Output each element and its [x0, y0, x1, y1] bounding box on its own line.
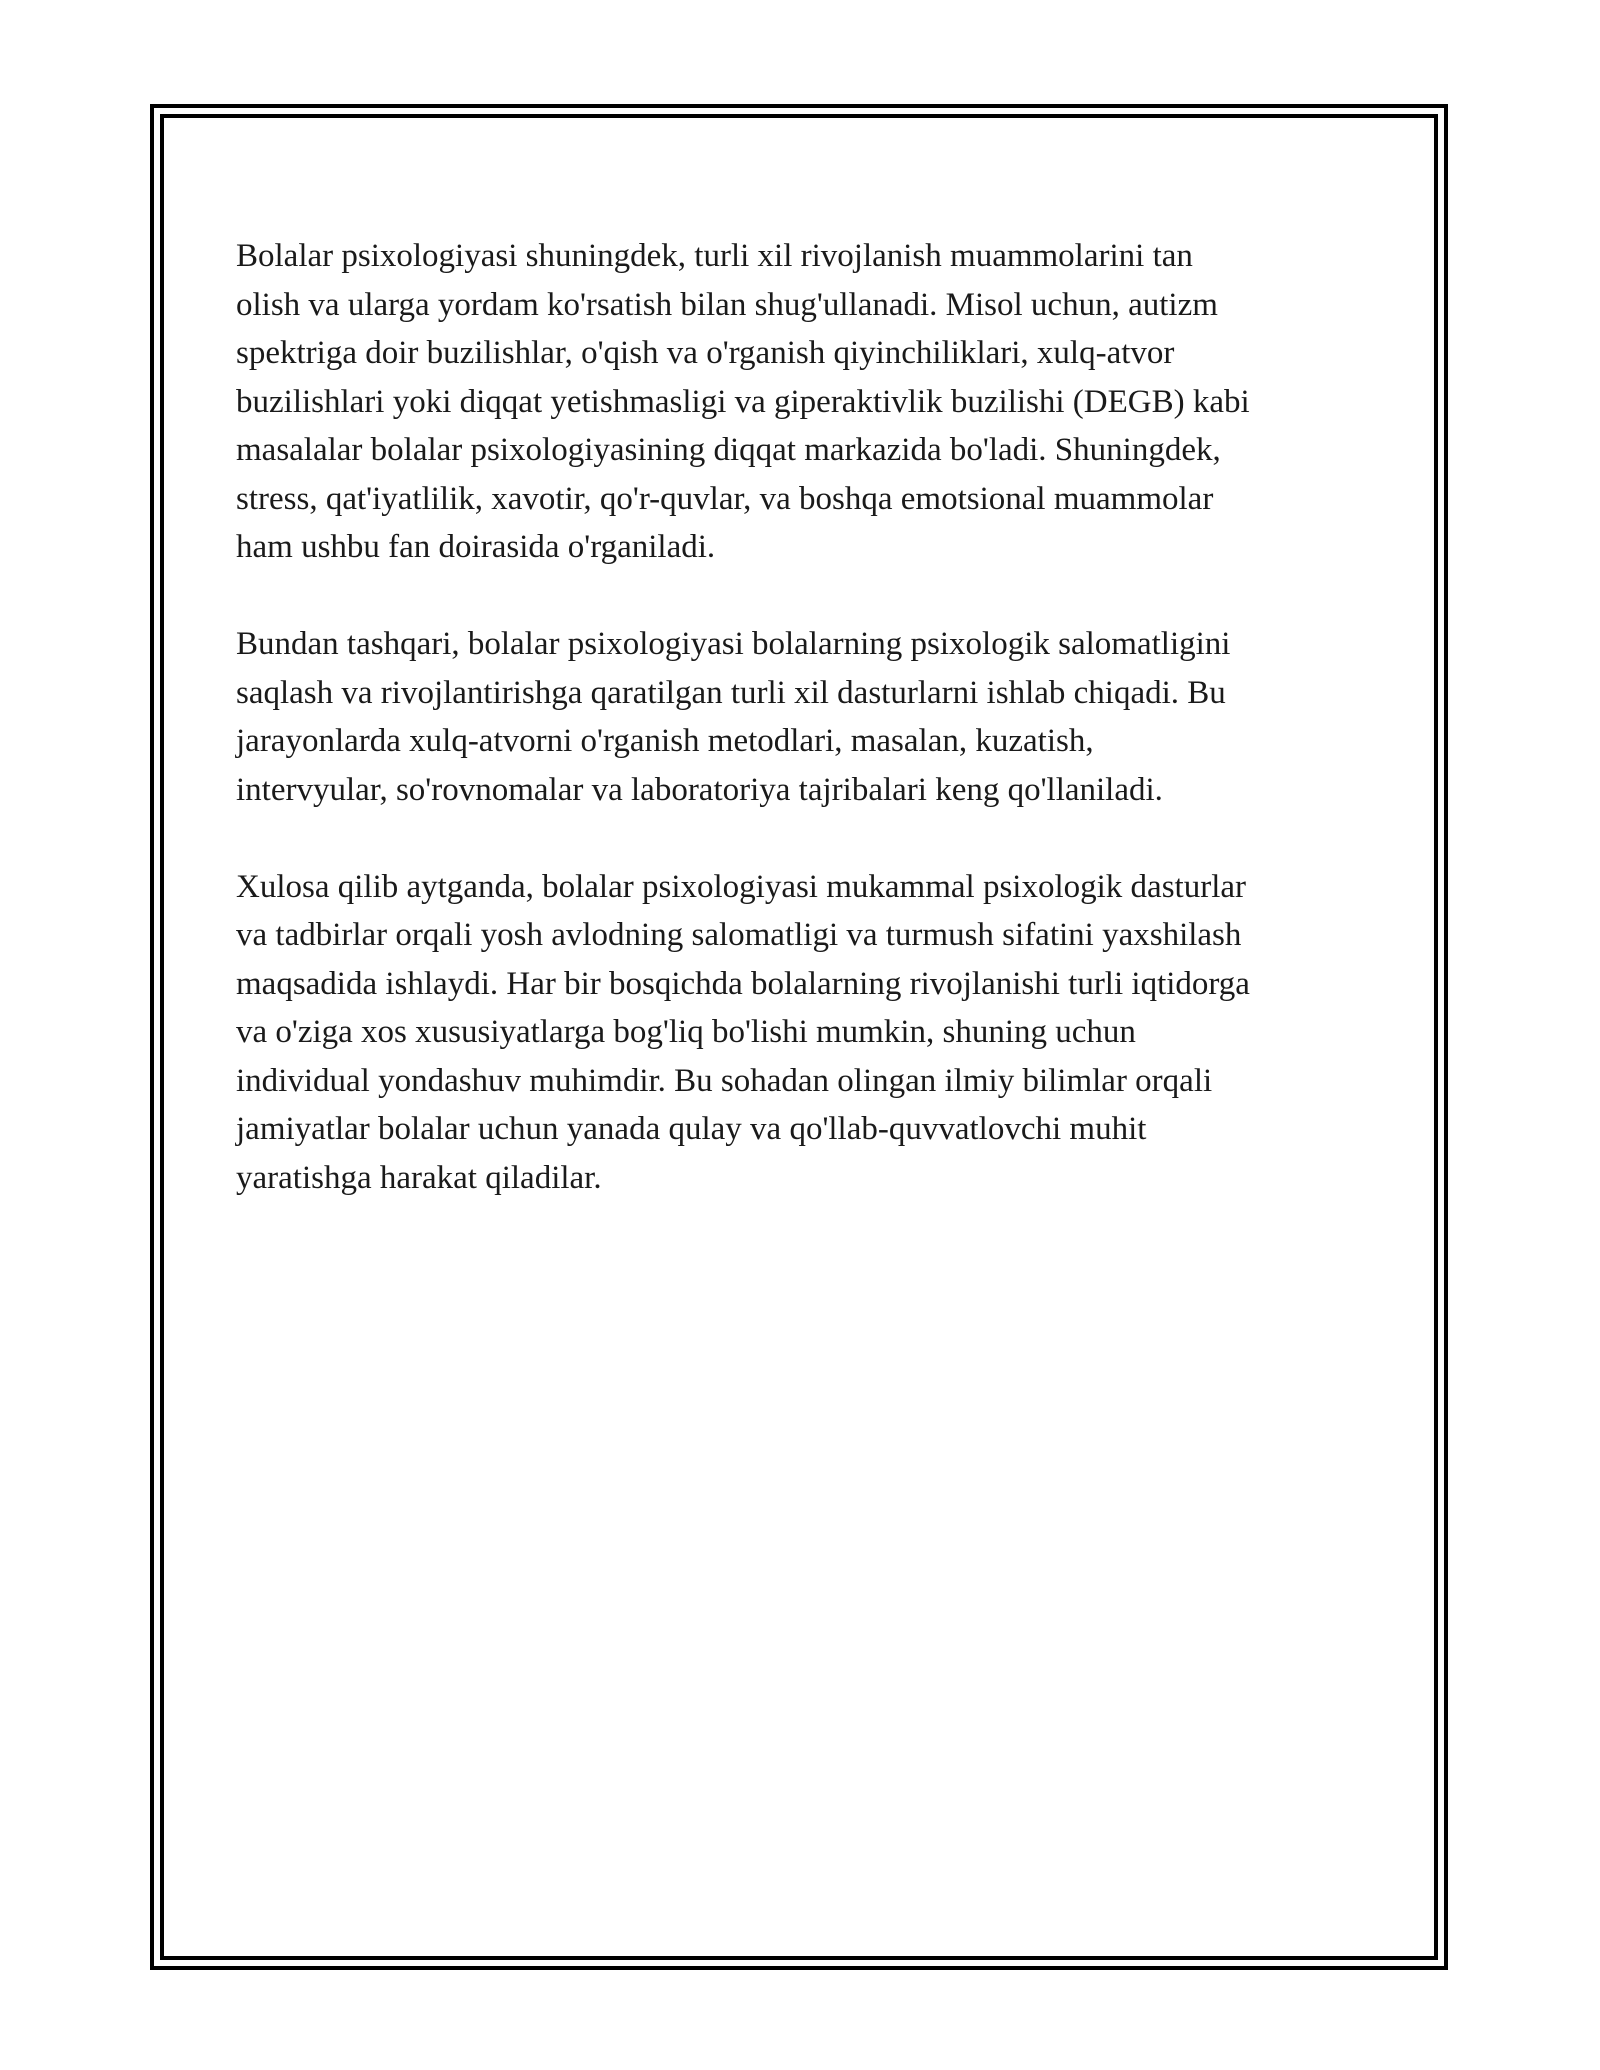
paragraph-2: Bundan tashqari, bolalar psixologiyasi bolalarning psixologik salomatligini saqlash va rivojlantirishga qaratilgan turli xil dasturlarni ishlab chiqadi. Bu jarayonlarda xulq-atvorni o'rganish metodlari, masalan, kuzatish, intervyular, so'rovnomalar va laboratoriya tajribalari keng qo'llaniladi. [236, 626, 1231, 808]
document-body [236, 232, 1376, 1251]
paragraph-1: Bolalar psixologiyasi shuningdek, turli xil rivojlanish muammolarini tan olish va ularga yordam ko'rsatish bilan shug'ullanadi. Misol uchun, autizm spektriga doir buzilishlar, o'qish va o'rganish qiyinchiliklari, xulq-atvor buzilishlari yoki diqqat yetishmasligi va giperaktivlik buzilishi (DEGB) kabi masalalar bolalar psixologiyasining diqqat markazida bo'ladi. Shuningdek, stress, qat'iyatlilik, xavotir, qo'r-quvlar, va boshqa emotsional muammolar ham ushbu fan doirasida o'rganiladi. [236, 238, 1250, 565]
paragraph-3: Xulosa qilib aytganda, bolalar psixologiyasi mukammal psixologik dasturlar va tadbirlar orqali yosh avlodning salomatligi va turmush sifatini yaxshilash maqsadida ishlaydi. Har bir bosqichda bolalarning rivojlanishi turli iqtidorga va o'ziga xos xususiyatlarga bog'liq bo'lishi mumkin, shuning uchun individual yondashuv muhimdir. Bu sohadan olingan ilmiy bilimlar orqali jamiyatlar bolalar uchun yanada qulay va qo'llab-quvvatlovchi muhit yaratishga harakat qiladilar. [236, 868, 1250, 1196]
